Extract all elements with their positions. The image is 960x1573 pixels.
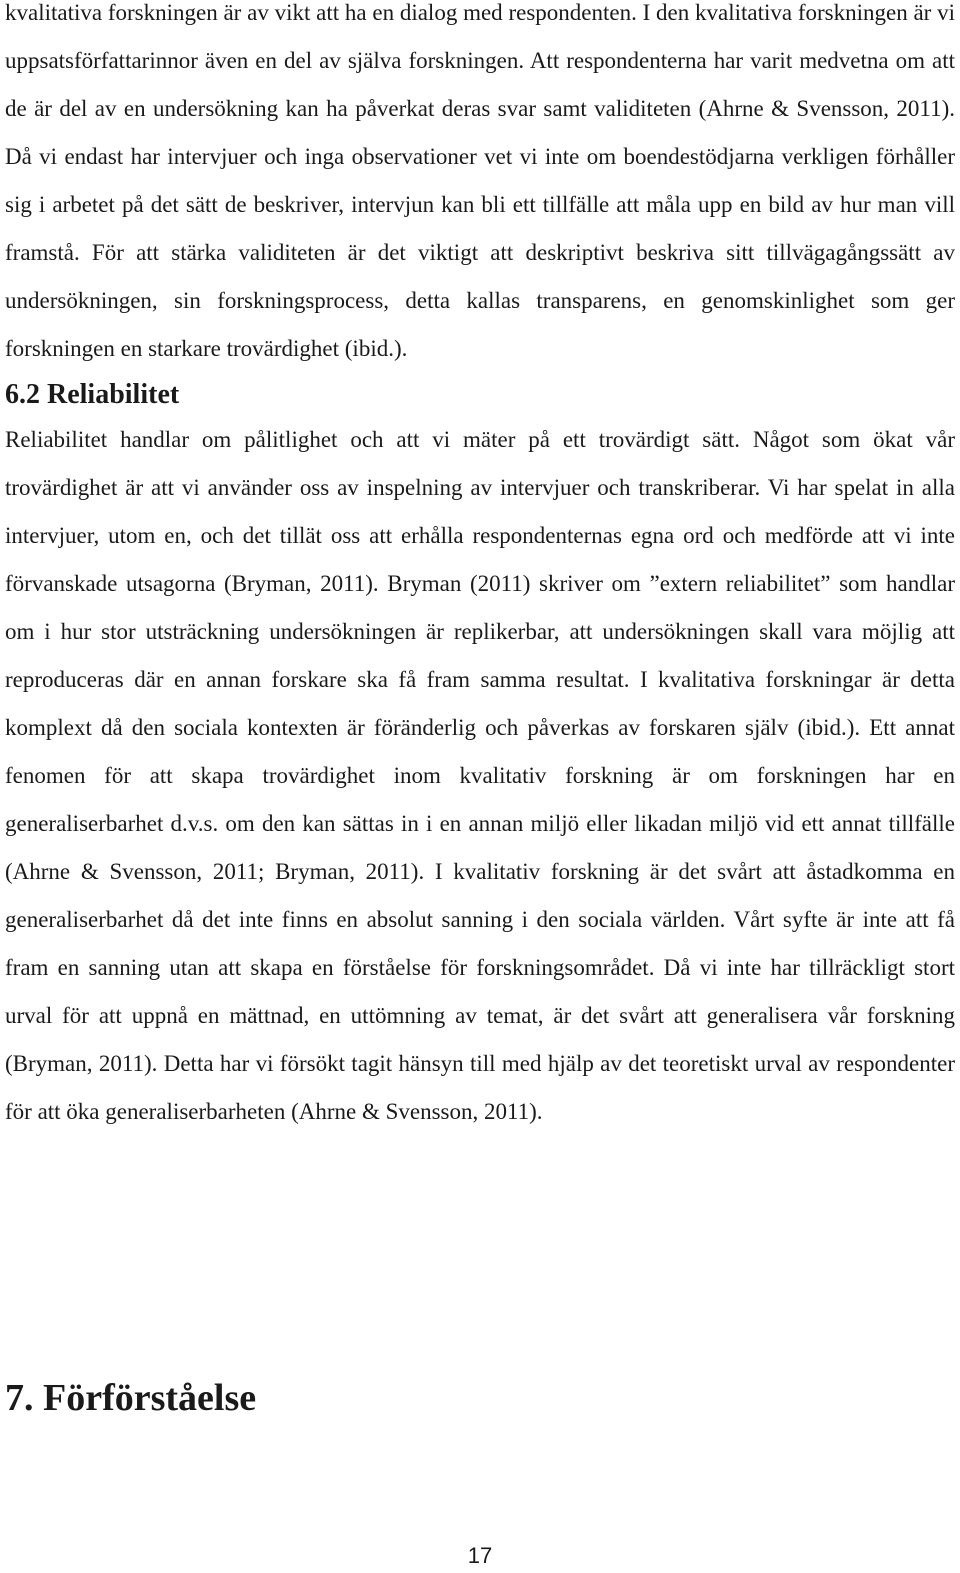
section-heading: 6.2 Reliabilitet (5, 379, 180, 410)
body-paragraph: Reliabilitet handlar om pålitlighet och att vi mäter på ett trovärdigt sätt. Något som ökat vår trovärdighet är att vi använder oss av inspelning av intervjuer och transkriberar. Vi har spelat in alla intervjuer, utom en, och det tillät oss att erhålla respondenternas egna ord och medförde att vi inte förvanskade utsagorna (Bryman, 2011). Bryman (2011) skriver om ”extern reliabilitet” som handlar om i hur stor utsträckning undersökningen är replikerbar, att undersökningen skall vara möjlig att reproduceras där en annan forskare ska få fram samma resultat. I kvalitativa forskningar är detta komplext då den sociala kontexten är föränderlig och påverkas av forskaren själv (ibid.). Ett annat fenomen för att skapa trovärdighet inom kvalitativ forskning är om forskningen har en generaliserbarhet d.v.s. om den kan sättas in i en annan miljö eller likadan miljö vid ett annat tillfälle (Ahrne & Svensson, 2011; Bryman, 2011). I kvalitativ forskning är det svårt att åstadkomma en generaliserbarhet då det inte finns en absolut sanning i den sociala världen. Vårt syfte är inte att få fram en sanning utan att skapa en förståelse för forskningsområdet. Då vi inte har tillräckligt stort urval för att uppnå en mättnad, en uttömning av temat, är det svårt att generalisera vår forskning (Bryman, 2011). Detta har vi försökt tagit hänsyn till med hjälp av det teoretiskt urval av respondenter för att öka generaliserbarheten (Ahrne & Svensson, 2011). (5, 427, 955, 1124)
page-number: 17 (467, 1543, 493, 1568)
document-page (5, 0, 955, 1136)
chapter-heading: 7. Förförståelse (5, 1377, 257, 1419)
body-paragraph: kvalitativa forskningen är av vikt att ha en dialog med respondenten. I den kvalitativa forskningen är vi uppsatsförfattarinnor även en del av själva forskningen. Att respondenterna har varit medvetna om att de är del av en undersökning kan ha påverkat deras svar samt validiteten (Ahrne & Svensson, 2011). Då vi endast har intervjuer och inga observationer vet vi inte om boendestödjarna verkligen förhåller sig i arbetet på det sätt de beskriver, intervjun kan bli ett tillfälle att måla upp en bild av hur man vill framstå. För att stärka validiteten är det viktigt att deskriptivt beskriva sitt tillvägagångssätt av undersökningen, sin forskningsprocess, detta kallas transparens, en genomskinlighet som ger forskningen en starkare trovärdighet (ibid.). (5, 0, 955, 361)
